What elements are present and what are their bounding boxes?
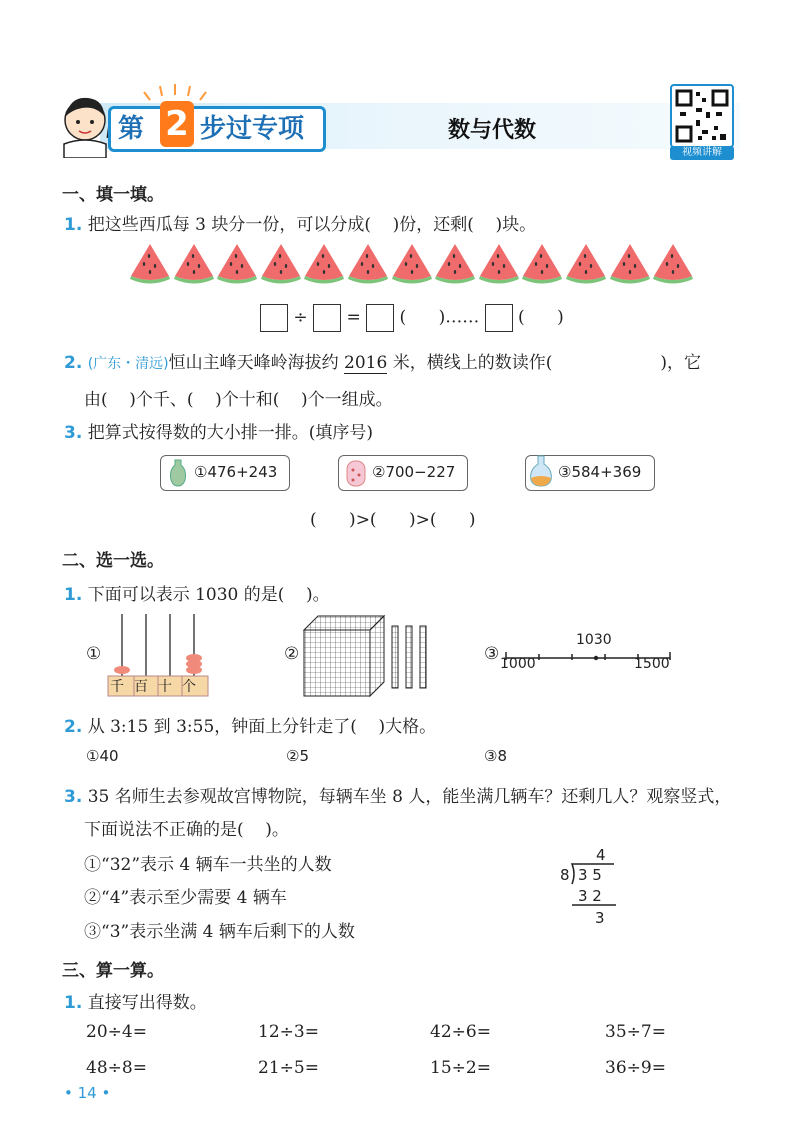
topic-title: 数与代数: [448, 118, 537, 143]
section-2-title: 二、选一选。: [62, 551, 164, 571]
q1-2-line2: 由( )个千、( )个十和( )个一组成。: [84, 390, 393, 410]
q-number: 2.: [64, 717, 83, 737]
calc-item[interactable]: 35÷7=: [605, 1022, 666, 1042]
watermelon-slice-icon: [215, 242, 259, 289]
q-text-line2: 下面说法不正确的是( )。: [84, 820, 289, 840]
underlined-number: 2016: [344, 353, 388, 373]
div-sign: ÷: [293, 307, 308, 328]
watermelon-slice-icon: [651, 242, 695, 289]
equals-sign: =: [346, 307, 361, 328]
dividend: 3 5: [578, 866, 602, 884]
q-text: 恒山主峰天峰岭海拔约: [168, 353, 339, 373]
q-number: 1.: [64, 585, 83, 605]
expr-1: ①476+243: [194, 463, 278, 481]
calc-item[interactable]: 42÷6=: [430, 1022, 491, 1042]
q-text: 把算式按得数的大小排一排。(填序号): [87, 423, 373, 443]
q-text: 35 名师生去参观故宫博物院，每辆车坐 8 人，能坐满几辆车？还剩几人？观察竖式，: [87, 787, 732, 807]
unit-paren: ( )……: [399, 307, 480, 328]
calc-item[interactable]: 12÷3=: [258, 1022, 319, 1042]
q-number: 1.: [64, 215, 83, 235]
q-number: 3.: [64, 423, 83, 443]
q-text: 从 3:15 到 3:55，钟面上分针走了( )大格。: [87, 717, 437, 737]
section-3-title: 三、算一算。: [62, 961, 164, 981]
order-answer[interactable]: ( )>( )>( ): [310, 510, 476, 530]
q-source: (广东・清远): [87, 356, 169, 372]
q2-1: [64, 580, 330, 605]
unit-paren: ( ): [518, 307, 564, 328]
watermelon-slice-icon: [564, 242, 608, 289]
abacus-label-ones: 个: [182, 679, 196, 695]
option-3[interactable]: ③8: [484, 747, 507, 765]
watermelon-slice-icon: [520, 242, 564, 289]
watermelon-slice-icon: [302, 242, 346, 289]
expr-3: ③584+369: [558, 463, 642, 481]
q-number: 1.: [64, 993, 83, 1013]
badge-suffix: 步过专项: [200, 114, 305, 144]
calc-item[interactable]: 36÷9=: [605, 1058, 666, 1078]
remainder: 3: [595, 909, 605, 927]
divisor: 8: [560, 866, 570, 884]
option-3[interactable]: ③“3”表示坐满 4 辆车后剩下的人数: [84, 922, 355, 942]
qr-code-icon[interactable]: [670, 84, 734, 148]
q-text: 直接写出得数。: [87, 993, 207, 1013]
q2-2: [64, 712, 436, 737]
option-2[interactable]: ②5: [286, 747, 309, 765]
calc-item[interactable]: 20÷4=: [86, 1022, 147, 1042]
place-value-blocks: [300, 612, 440, 698]
answer-box[interactable]: [485, 304, 513, 332]
jar-icon: [344, 458, 368, 488]
calc-item[interactable]: 48÷8=: [86, 1058, 147, 1078]
qr-label: 视频讲解: [670, 146, 734, 160]
q1-3: [64, 418, 373, 443]
watermelon-slice-icon: [172, 242, 216, 289]
flask-icon: [528, 454, 554, 488]
expr-2: ②700−227: [372, 463, 456, 481]
bullet-icon: •: [101, 1084, 111, 1102]
answer-box[interactable]: [366, 304, 394, 332]
badge-prefix: 第: [118, 114, 145, 144]
watermelon-slice-icon: [259, 242, 303, 289]
watermelon-slice-icon: [390, 242, 434, 289]
answer-box[interactable]: [313, 304, 341, 332]
numline-right-label: 1500: [634, 656, 670, 672]
bullet-icon: •: [64, 1084, 73, 1102]
option-1[interactable]: ①40: [86, 747, 119, 765]
option-3-marker[interactable]: ③: [484, 644, 500, 664]
quotient: 4: [596, 846, 606, 864]
abacus-label-hundreds: 百: [134, 679, 148, 695]
q3-1: [64, 988, 207, 1013]
watermelon-slice-icon: [128, 242, 172, 289]
page-number: [64, 1084, 110, 1102]
abacus-label-thousands: 千: [110, 679, 124, 695]
q-text: 米，横线上的数读作( )，它: [392, 353, 702, 373]
q-text: 把这些西瓜每 3 块分一份，可以分成( )份，还剩( )块。: [87, 215, 537, 235]
q1-1: [64, 210, 536, 235]
calc-item[interactable]: 21÷5=: [258, 1058, 319, 1078]
q2-3: [64, 782, 764, 807]
q-number: 2.: [64, 353, 83, 373]
abacus-label-tens: 十: [158, 679, 172, 695]
vase-icon: [168, 458, 188, 488]
calc-item[interactable]: 15÷2=: [430, 1058, 491, 1078]
watermelon-slice-icon: [477, 242, 521, 289]
numline-left-label: 1000: [500, 656, 536, 672]
option-1-marker[interactable]: ①: [86, 644, 102, 664]
numline-mid-label: 1030: [576, 632, 612, 648]
q-number: 3.: [64, 787, 83, 807]
section-1-title: 一、填一填。: [62, 185, 164, 205]
product: 3 2: [578, 887, 602, 905]
option-2-marker[interactable]: ②: [284, 644, 300, 664]
watermelon-slice-icon: [608, 242, 652, 289]
option-1[interactable]: ①“32”表示 4 辆车一共坐的人数: [84, 855, 332, 875]
division-equation: [260, 304, 564, 332]
badge-number: 2: [160, 101, 194, 147]
option-2[interactable]: ②“4”表示至少需要 4 辆车: [84, 888, 287, 908]
answer-box[interactable]: [260, 304, 288, 332]
sun-rays-icon: [140, 82, 210, 102]
page-number-value: 14: [77, 1084, 97, 1102]
watermelon-slice-icon: [346, 242, 390, 289]
q1-2: [64, 348, 764, 373]
q-text: 下面可以表示 1030 的是( )。: [87, 585, 330, 605]
watermelon-slice-icon: [433, 242, 477, 289]
